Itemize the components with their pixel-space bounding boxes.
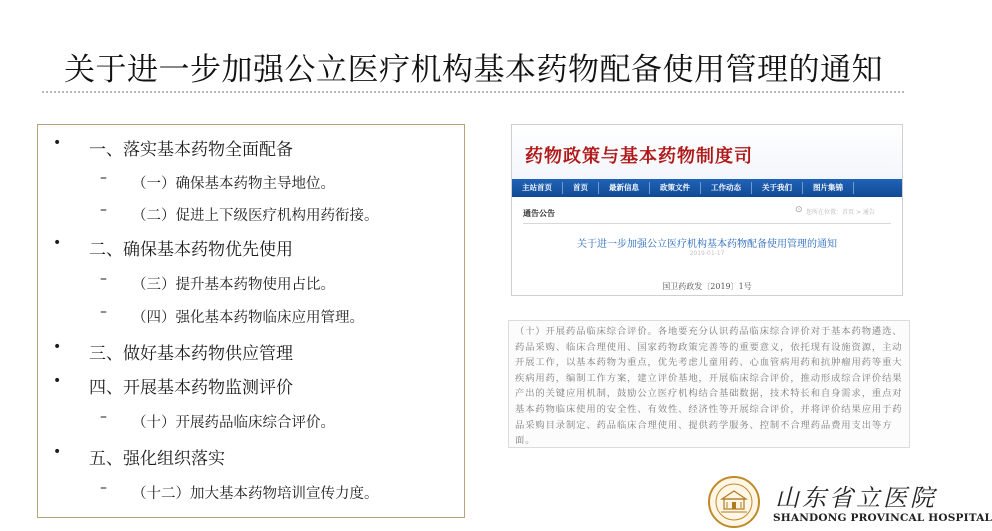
website-section-label: 通告公告 — [523, 209, 555, 218]
hospital-logo — [700, 472, 992, 531]
slide-title: 关于进一步加强公立医疗机构基本药物配备使用管理的通知 — [64, 52, 883, 88]
dash-icon: – — [100, 480, 107, 496]
bullet-icon: • — [53, 339, 62, 355]
website-breadcrumb: 您所在位置：首页 > 通告 — [806, 209, 875, 216]
outline-item-text: （十二）加大基本药物培训宣传力度。 — [132, 486, 379, 502]
location-pin-icon: ⊙ — [795, 205, 803, 215]
hospital-name-cn: 山东省立医院 — [775, 484, 937, 512]
dash-icon: – — [100, 170, 107, 186]
outline-item-text: （三）提升基本药物使用占比。 — [132, 277, 335, 293]
dash-icon: – — [100, 409, 107, 425]
outline-item-text: （四）强化基本药物临床应用管理。 — [132, 310, 364, 326]
title-divider — [42, 91, 904, 93]
website-nav-bar — [512, 179, 902, 197]
hospital-name-en: SHANDONG PROVINCAL HOSPITAL — [773, 512, 992, 524]
website-screenshot — [511, 124, 903, 296]
dash-icon: – — [100, 202, 107, 218]
website-nav-item: 政策文件 — [650, 182, 701, 194]
dash-icon: – — [100, 304, 107, 320]
outline-item-text: 三、做好基本药物供应管理 — [89, 344, 293, 364]
outline-item-text: 一、落实基本药物全面配备 — [89, 140, 293, 160]
website-nav-item: 最新信息 — [599, 182, 650, 194]
website-nav-item: 图片集锦 — [803, 182, 854, 194]
outline-item-text: 四、开展基本药物监测评价 — [89, 378, 293, 398]
document-excerpt-text: （十）开展药品临床综合评价。各地要充分认识药品临床综合评价对于基本药物遴选、药品采购、临床合理使用、国家药物政策完善等的重要意义，依托现有设施资源，主动开展工作，以基本药物为重点，优先考虑儿童用药、心血管病用药和抗肿瘤用药等重大疾病用药，编制工作方案，建立评价基地，开展临床综合评价，推动形成综合评价结果产出的关键应用机制，鼓励公立医疗机构结合基础数据，技术特长和自身需求，重点对基本药物临床使用的安全性、有效性、经济性等开展综合评价，并将评价结果应用于药品采购目录制定、药品临床合理使用、提供药学服务、控制不合理药品费用支出等方面。 — [515, 326, 903, 447]
website-document-number: 国卫药政发〔2019〕1号 — [662, 282, 752, 291]
document-excerpt — [508, 320, 910, 448]
website-nav-item: 首页 — [563, 182, 599, 194]
outline-item-text: （一）确保基本药物主导地位。 — [132, 176, 335, 192]
website-nav-item: 工作动态 — [701, 182, 752, 194]
bullet-icon: • — [53, 373, 62, 389]
outline-item-text: （十）开展药品临床综合评价。 — [132, 415, 335, 431]
website-title: 药物政策与基本药物制度司 — [525, 146, 753, 167]
website-header — [512, 125, 902, 179]
dash-icon: – — [100, 271, 107, 287]
website-notice-date: 2019-01-17 — [689, 250, 725, 257]
bullet-icon: • — [53, 444, 62, 460]
website-divider — [523, 223, 891, 224]
bullet-icon: • — [53, 235, 62, 251]
website-nav-item: 主站首页 — [512, 182, 563, 194]
website-notice-title: 关于进一步加强公立医疗机构基本药物配备使用管理的通知 — [577, 239, 837, 250]
outline-item-text: 五、强化组织落实 — [89, 449, 225, 469]
outline-item-text: 二、确保基本药物优先使用 — [89, 240, 293, 260]
hospital-emblem-icon — [707, 475, 761, 529]
bullet-icon: • — [53, 135, 62, 151]
outline-item-text: （二）促进上下级医疗机构用药衔接。 — [132, 208, 379, 224]
outline-box — [37, 124, 465, 518]
website-nav-item: 关于我们 — [752, 182, 803, 194]
